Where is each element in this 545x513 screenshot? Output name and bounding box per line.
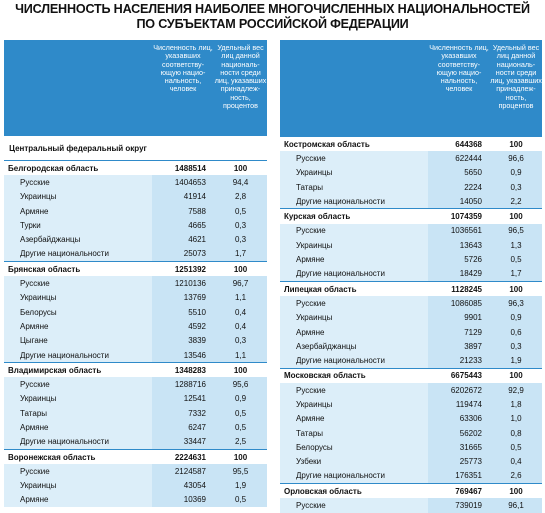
header-share: Удельный вес лиц данной националь-ности среди лиц, указавших принадлеж-ность, процентов (490, 40, 542, 137)
row-name: Другие национальности (280, 267, 428, 282)
region-row (280, 484, 542, 499)
row-share: 0,4 (490, 455, 542, 469)
header-count: Численность лиц, указавших соответству-ющую нацио-нальность, человек (428, 40, 490, 137)
row-name: Другие национальности (4, 435, 152, 450)
nationality-row (280, 353, 542, 368)
row-name: Украинцы (4, 479, 152, 493)
row-count: 1251392 (152, 262, 214, 277)
row-share: 1,7 (490, 267, 542, 282)
row-share: 1,7 (214, 247, 267, 262)
row-name: Русские (4, 276, 152, 290)
row-name: Другие национальности (280, 194, 428, 209)
nationality-row (280, 267, 542, 282)
nationality-row (4, 232, 267, 246)
row-count: 33447 (152, 435, 214, 450)
row-share: 0,3 (214, 232, 267, 246)
row-share: 2,2 (490, 194, 542, 209)
region-row (4, 262, 267, 277)
nationality-row (4, 247, 267, 262)
row-share: 0,4 (214, 319, 267, 333)
row-name: Армяне (280, 325, 428, 339)
row-share: 0,3 (214, 218, 267, 232)
row-share: 92,9 (490, 383, 542, 397)
row-name: Армяне (4, 420, 152, 434)
row-name: Азербайджанцы (280, 339, 428, 353)
row-name: Русские (4, 175, 152, 189)
row-share: 0,6 (490, 325, 542, 339)
row-share: 0,4 (214, 305, 267, 319)
row-share: 100 (214, 449, 267, 464)
row-count: 21233 (428, 353, 490, 368)
row-name: Татары (280, 180, 428, 194)
row-name: Другие национальности (280, 469, 428, 484)
row-count: 1086085 (428, 296, 490, 310)
nationality-row (4, 435, 267, 450)
row-share: 2,5 (214, 435, 267, 450)
row-name: Русские (280, 224, 428, 238)
row-name: Армяне (280, 412, 428, 426)
table-header (4, 40, 267, 136)
row-count: 1074359 (428, 209, 490, 224)
row-share: 0,9 (214, 392, 267, 406)
row-name: Украинцы (280, 166, 428, 180)
row-share: 100 (490, 281, 542, 296)
nationality-row (280, 166, 542, 180)
row-count: 3839 (152, 334, 214, 348)
nationality-row (280, 397, 542, 411)
row-count: 4592 (152, 319, 214, 333)
row-count: 2124587 (152, 464, 214, 478)
row-share: 1,0 (490, 412, 542, 426)
row-name: Московская область (280, 368, 428, 383)
row-share: 96,1 (490, 498, 542, 512)
nationality-row (4, 420, 267, 434)
region-row (4, 161, 267, 176)
row-share: 94,4 (214, 175, 267, 189)
row-count: 7129 (428, 325, 490, 339)
nationality-row (280, 325, 542, 339)
nationality-row (280, 194, 542, 209)
row-count: 31665 (428, 440, 490, 454)
row-name: Другие национальности (4, 348, 152, 363)
row-count: 5510 (152, 305, 214, 319)
row-count: 13546 (152, 348, 214, 363)
row-share: 2,6 (490, 469, 542, 484)
row-count: 7332 (152, 406, 214, 420)
nationality-row (280, 426, 542, 440)
row-share: 1,1 (214, 291, 267, 305)
nationality-row (4, 479, 267, 493)
row-count: 1488514 (152, 161, 214, 176)
left-table (4, 40, 267, 507)
row-count: 3897 (428, 339, 490, 353)
row-count: 13643 (428, 238, 490, 252)
row-count: 2224631 (152, 449, 214, 464)
row-count: 739019 (428, 498, 490, 512)
row-count: 14050 (428, 194, 490, 209)
row-name: Армяне (4, 319, 152, 333)
row-share: 2,8 (214, 190, 267, 204)
row-count: 644368 (428, 137, 490, 152)
nationality-row (280, 224, 542, 238)
row-share: 100 (214, 161, 267, 176)
nationality-row (280, 180, 542, 194)
row-name: Владимирская область (4, 363, 152, 378)
row-name: Цыгане (4, 334, 152, 348)
row-share: 100 (490, 137, 542, 152)
row-name: Белгородская область (4, 161, 152, 176)
row-share: 100 (490, 368, 542, 383)
row-name: Брянская область (4, 262, 152, 277)
row-name: Орловская область (280, 484, 428, 499)
row-count: 56202 (428, 426, 490, 440)
nationality-row (280, 383, 542, 397)
nationality-row (4, 493, 267, 507)
nationality-row (4, 204, 267, 218)
nationality-row (4, 334, 267, 348)
nationality-row (4, 276, 267, 290)
row-name: Украинцы (280, 397, 428, 411)
nationality-row (280, 238, 542, 252)
district-row (4, 136, 267, 161)
row-share: 0,9 (490, 311, 542, 325)
right-table (280, 40, 542, 513)
nationality-row (4, 291, 267, 305)
row-name: Липецкая область (280, 281, 428, 296)
region-row (280, 281, 542, 296)
row-name: Узбеки (280, 455, 428, 469)
row-name: Костромская область (280, 137, 428, 152)
row-share: 0,5 (214, 204, 267, 218)
row-count: 5650 (428, 166, 490, 180)
row-share: 0,5 (214, 493, 267, 507)
row-share: 96,5 (490, 224, 542, 238)
row-count: 1210136 (152, 276, 214, 290)
row-name: Армяне (280, 252, 428, 266)
row-count: 2224 (428, 180, 490, 194)
row-share: 96,3 (490, 296, 542, 310)
row-share: 0,3 (490, 339, 542, 353)
row-count: 1404653 (152, 175, 214, 189)
row-name: Воронежская область (4, 449, 152, 464)
row-name: Украинцы (4, 291, 152, 305)
header-blank (280, 40, 428, 137)
row-name: Другие национальности (280, 353, 428, 368)
row-name: Русские (280, 498, 428, 512)
row-name: Азербайджанцы (4, 232, 152, 246)
table-header (280, 40, 542, 137)
region-row (4, 449, 267, 464)
nationality-row (4, 464, 267, 478)
row-count: 12541 (152, 392, 214, 406)
row-share: 100 (490, 484, 542, 499)
row-name: Русские (280, 383, 428, 397)
row-share: 1,3 (490, 238, 542, 252)
row-name: Русские (4, 464, 152, 478)
row-count: 25773 (428, 455, 490, 469)
row-count: 1288716 (152, 377, 214, 391)
row-count: 176351 (428, 469, 490, 484)
nationality-row (280, 469, 542, 484)
nationality-row (4, 319, 267, 333)
row-share: 0,9 (490, 166, 542, 180)
nationality-row (280, 440, 542, 454)
nationality-row (4, 392, 267, 406)
nationality-row (280, 151, 542, 165)
row-share: 100 (214, 363, 267, 378)
row-share: 0,8 (490, 426, 542, 440)
row-share: 0,5 (214, 420, 267, 434)
header-count: Численность лиц, указавших соответству-ющую нацио-нальность, человек (152, 40, 214, 136)
nationality-row (280, 339, 542, 353)
row-count: 4665 (152, 218, 214, 232)
region-row (280, 137, 542, 152)
title-line-1: ЧИСЛЕННОСТЬ НАСЕЛЕНИЯ НАИБОЛЕЕ МНОГОЧИСЛЕННЫХ НАЦИОНАЛЬНОСТЕЙ (15, 2, 530, 16)
row-count: 6247 (152, 420, 214, 434)
region-row (4, 363, 267, 378)
nationality-row (4, 305, 267, 319)
region-row (280, 368, 542, 383)
title-line-2: ПО СУБЪЕКТАМ РОССИЙСКОЙ ФЕДЕРАЦИИ (136, 17, 409, 31)
row-count: 43054 (152, 479, 214, 493)
row-share: 95,6 (214, 377, 267, 391)
row-name: Татары (4, 406, 152, 420)
row-count: 622444 (428, 151, 490, 165)
district-label: Центральный федеральный округ (9, 143, 147, 153)
row-name: Белорусы (4, 305, 152, 319)
row-share: 100 (214, 262, 267, 277)
row-share: 100 (490, 209, 542, 224)
row-share: 96,6 (490, 151, 542, 165)
nationality-row (4, 406, 267, 420)
row-share: 0,5 (490, 440, 542, 454)
row-name: Украинцы (280, 311, 428, 325)
row-count: 4621 (152, 232, 214, 246)
row-count: 119474 (428, 397, 490, 411)
row-count: 6675443 (428, 368, 490, 383)
nationality-row (4, 377, 267, 391)
row-share: 95,5 (214, 464, 267, 478)
nationality-row (280, 252, 542, 266)
row-name: Русские (280, 151, 428, 165)
row-name: Русские (280, 296, 428, 310)
row-count: 769467 (428, 484, 490, 499)
row-count: 1348283 (152, 363, 214, 378)
nationality-row (4, 190, 267, 204)
row-name: Армяне (4, 493, 152, 507)
row-share: 0,5 (214, 406, 267, 420)
row-share: 0,3 (490, 180, 542, 194)
region-row (280, 209, 542, 224)
row-count: 13769 (152, 291, 214, 305)
row-share: 0,3 (214, 334, 267, 348)
row-count: 41914 (152, 190, 214, 204)
page-title (0, 2, 545, 32)
row-count: 9901 (428, 311, 490, 325)
row-count: 10369 (152, 493, 214, 507)
nationality-row (280, 311, 542, 325)
row-count: 7588 (152, 204, 214, 218)
row-name: Другие национальности (4, 247, 152, 262)
row-share: 0,5 (490, 252, 542, 266)
row-count: 1036561 (428, 224, 490, 238)
nationality-row (280, 296, 542, 310)
row-count: 25073 (152, 247, 214, 262)
nationality-row (4, 218, 267, 232)
header-blank (4, 40, 152, 136)
row-share: 1,8 (490, 397, 542, 411)
header-share: Удельный вес лиц данной националь-ности среди лиц, указавших принадлеж-ность, процентов (214, 40, 267, 136)
nationality-row (4, 348, 267, 363)
nationality-row (280, 455, 542, 469)
row-share: 1,9 (214, 479, 267, 493)
row-name: Украинцы (280, 238, 428, 252)
row-count: 18429 (428, 267, 490, 282)
row-name: Украинцы (4, 392, 152, 406)
row-count: 63306 (428, 412, 490, 426)
row-share: 1,1 (214, 348, 267, 363)
row-share: 96,7 (214, 276, 267, 290)
row-name: Белорусы (280, 440, 428, 454)
row-name: Русские (4, 377, 152, 391)
row-count: 5726 (428, 252, 490, 266)
row-name: Армяне (4, 204, 152, 218)
nationality-row (4, 175, 267, 189)
row-name: Татары (280, 426, 428, 440)
row-name: Турки (4, 218, 152, 232)
row-count: 1128245 (428, 281, 490, 296)
nationality-row (280, 412, 542, 426)
row-name: Украинцы (4, 190, 152, 204)
row-share: 1,9 (490, 353, 542, 368)
row-name: Курская область (280, 209, 428, 224)
row-count: 6202672 (428, 383, 490, 397)
